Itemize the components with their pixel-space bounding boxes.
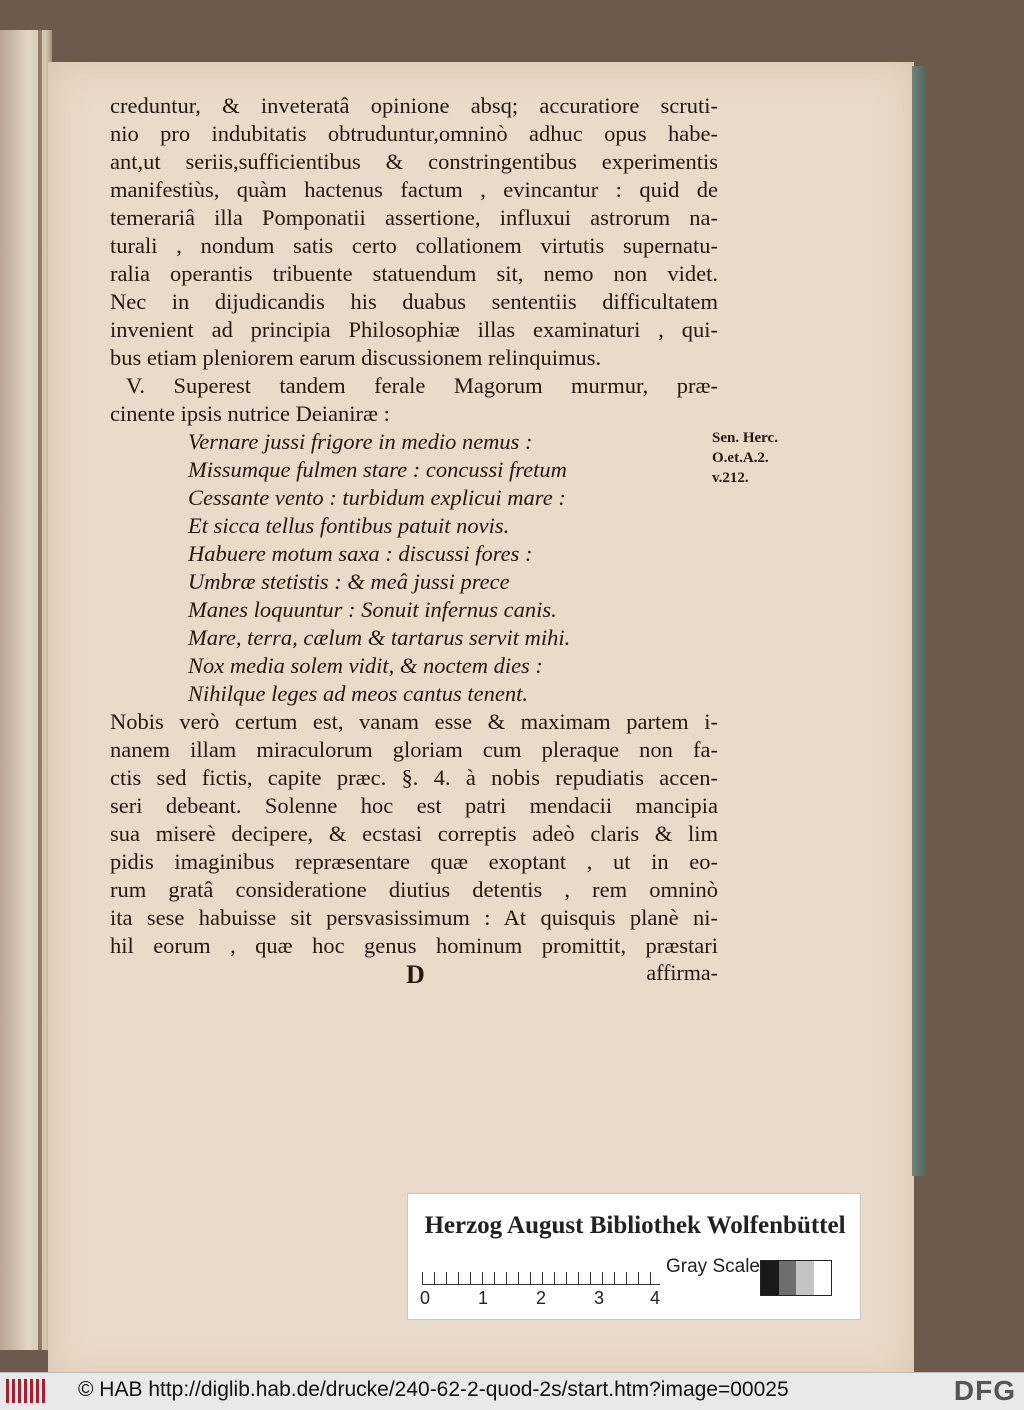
verse-line: Nihilque leges ad meos cantus tenent. bbox=[188, 681, 528, 706]
cover-edge bbox=[912, 66, 926, 1176]
source-url[interactable]: © HAB http://diglib.hab.de/drucke/240-62-2-quod-2s/start.htm?image=00025 bbox=[78, 1378, 789, 1401]
gray-swatch bbox=[796, 1261, 814, 1295]
text-line: nanem illam miraculorum gloriam cum pleraque non fa- bbox=[110, 737, 718, 762]
gray-swatch bbox=[814, 1261, 832, 1295]
text-line: temerariâ illa Pomponatii assertione, influxui astrorum na- bbox=[110, 205, 718, 230]
verse-line: Vernare jussi frigore in medio nemus : bbox=[188, 429, 533, 454]
library-color-card bbox=[407, 1193, 861, 1320]
page-gutter bbox=[38, 30, 42, 1350]
verse-line: Habuere motum saxa : discussi fores : bbox=[188, 541, 533, 566]
text-line: bus etiam pleniorem earum discussionem relinquimus. bbox=[110, 345, 602, 370]
ruler-number: 4 bbox=[650, 1288, 661, 1308]
text-line: Nec in dijudicandis his duabus sententiis difficultatem bbox=[110, 289, 718, 314]
text-line: Nobis verò certum est, vanam esse & maximam partem i- bbox=[110, 709, 718, 734]
text-line: nio pro indubitatis obtruduntur,omninò adhuc opus habe- bbox=[110, 121, 718, 146]
text-line: ita sese habuisse sit persvasissimum : At quisquis planè ni- bbox=[110, 905, 718, 930]
verse-line: Cessante vento : turbidum explicui mare : bbox=[188, 485, 566, 510]
page-footer bbox=[110, 960, 718, 990]
page-text bbox=[110, 92, 718, 960]
text-line: ant,ut seriis,sufficientibus & constringentibus experimentis bbox=[110, 149, 718, 174]
text-line: V. Superest tandem ferale Magorum murmur, præ- bbox=[126, 373, 718, 398]
gray-scale-label: Gray Scale bbox=[666, 1256, 760, 1277]
ruler-number: 3 bbox=[594, 1288, 605, 1308]
text-line: cinente ipsis nutrice Deianiræ : bbox=[110, 401, 390, 426]
facing-page-edge bbox=[0, 30, 52, 1350]
margin-note bbox=[712, 428, 778, 488]
hab-logo-icon bbox=[6, 1379, 48, 1403]
margin-note-line: O.et.A.2. bbox=[712, 450, 769, 466]
viewer-footer-bar bbox=[0, 1372, 1024, 1410]
ruler-number: 0 bbox=[420, 1288, 431, 1308]
text-line: invenient ad principia Philosophiæ illas examinaturi , qui- bbox=[110, 317, 718, 342]
scale-ruler bbox=[422, 1254, 660, 1285]
margin-note-line: Sen. Herc. bbox=[712, 430, 778, 446]
verse-line: Umbræ stetistis : & meâ jussi prece bbox=[188, 569, 510, 594]
text-line: creduntur, & inveteratâ opinione absq; accuratiore scruti- bbox=[110, 93, 718, 118]
catchword: affirma- bbox=[646, 960, 718, 985]
text-line: rum gratâ consideratione diutius detentis , rem omninò bbox=[110, 877, 718, 902]
verse-line: Mare, terra, cælum & tartarus servit mihi. bbox=[188, 625, 571, 650]
library-name: Herzog August Bibliothek Wolfenbüttel bbox=[424, 1212, 846, 1239]
gray-swatch bbox=[761, 1261, 779, 1295]
text-line: hil eorum , quæ hoc genus hominum promittit, præstari bbox=[110, 933, 718, 958]
verse-line: Nox media solem vidit, & noctem dies : bbox=[188, 653, 543, 678]
text-line: seri debeant. Solenne hoc est patri mendacii mancipia bbox=[110, 793, 718, 818]
margin-note-line: v.212. bbox=[712, 470, 749, 486]
verse-line: Missumque fulmen stare : concussi fretum bbox=[188, 457, 567, 482]
gray-swatch bbox=[779, 1261, 797, 1295]
text-line: ctis sed fictis, capite præc. §. 4. à nobis repudiatis accen- bbox=[110, 765, 718, 790]
text-line: manifestiùs, quàm hactenus factum , evincantur : quid de bbox=[110, 177, 718, 202]
text-line: sua miserè decipere, & ecstasi correptis adeò claris & lim bbox=[110, 821, 718, 846]
signature-mark: D bbox=[406, 960, 425, 989]
verse-line: Et sicca tellus fontibus patuit novis. bbox=[188, 513, 510, 538]
ruler-number: 2 bbox=[536, 1288, 547, 1308]
text-line: ralia operantis tribuente statuendum sit, nemo non videt. bbox=[110, 261, 718, 286]
text-line: pidis imaginibus repræsentare quæ exoptant , ut in eo- bbox=[110, 849, 718, 874]
dfg-logo: DFG bbox=[953, 1375, 1016, 1406]
ruler-number: 1 bbox=[478, 1288, 489, 1308]
gray-scale-swatches bbox=[760, 1260, 832, 1296]
text-line: turali , nondum satis certo collationem virtutis supernatu- bbox=[110, 233, 718, 258]
verse-line: Manes loquuntur : Sonuit infernus canis. bbox=[188, 597, 557, 622]
